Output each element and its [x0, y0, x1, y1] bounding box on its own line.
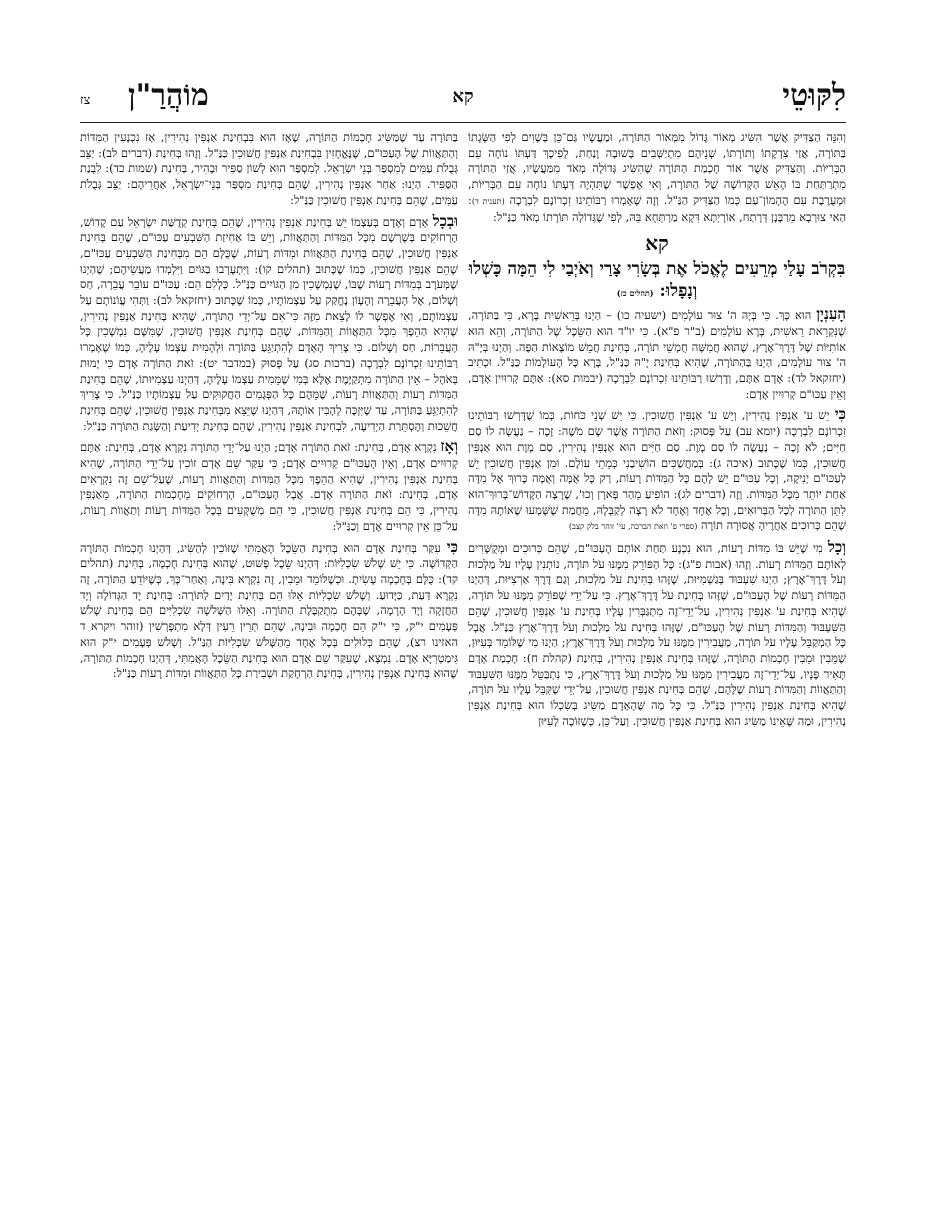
paragraph: וְכָל מִי שֶׁיֵּשׁ בּוֹ מִדּוֹת רָעוֹת, הוּא נִכְנָע תַּחַת אוֹתָם הָעַכּוּ"ם, שֶׁהֵם כְּרוּכִים וּמְקֻשָּׁרִים לְאוֹתָם הַמִּדּוֹת רָעוֹת. וְזֶהוּ (אבות פ"ג): כָּל הַפּוֹרֵק מִמֶּנּוּ עֹל תּוֹרָה, נוֹתְנִין עָלָיו עֹל מַלְכוּת וְעֹל דֶּרֶךְ־אֶרֶץ; הַיְנוּ שִׁעְבּוּד בְּגַשְׁמִיּוּת, שֶׁזֶּהוּ בְּחִינַת עֹל מַלְכוּת, וְגַם דֶּרֶךְ אַרְצִיּוּת, דְּהַיְנוּ הַמִּדּוֹת רָעוֹת שֶׁל הָעַכּוּ"ם, שֶׁזֶּהוּ בְּחִינַת עֹל דֶּרֶךְ־אֶרֶץ. כִּי עַל־יְדֵי שֶׁפּוֹרֵק מִמֶּנּוּ עֹל תּוֹרָה, שֶׁהִיא בְּחִינַת ע' אַנְפִּין נְהִירִין, עַל־יְדֵי־זֶה מִתְגַּבְּרִין עָלָיו בְּחִינַת ע' אַנְפִּין חֲשׁוּכִין, שֶׁהֵם הַשִּׁעְבּוּד וְהַמִּדּוֹת רָעוֹת שֶׁל הָעַכּוּ"ם, שֶׁזֶּהוּ בְּחִינַת עֹל מַלְכוּת וְעֹל דֶּרֶךְ־אֶרֶץ כַּנַּ"ל. אֲבָל כָּל הַמְקַבֵּל עָלָיו עֹל תּוֹרָה, מַעֲבִירִין מִמֶּנּוּ עֹל מַלְכוּת וְעֹל דֶּרֶךְ־אֶרֶץ; הַיְנוּ מִי שֶׁלּוֹמֵד בְּעִיּוּן, שֶׁמֵּבִין וּמֵבִין חָכְמוֹת הַתּוֹרָה, שֶׁזֶּהוּ בְּחִינַת אַנְפִּין נְהִירִין, בְּחִינַת (קהלת ח): חָכְמַת אָדָם תָּאִיר פָּנָיו, עַל־יְדֵי־זֶה מַעֲבִירִין מִמֶּנּוּ עֹל מַלְכוּת וְעֹל דֶּרֶךְ־אֶרֶץ, כִּי נִתְבַּטֵּל מִמֶּנּוּ הַשִּׁעְבּוּד וְהַתַּאֲווֹת וְהַמִּדּוֹת רָעוֹת שֶׁלָּהֶם, שֶׁהֵם בְּחִינַת אַנְפִּין חֲשׁוּכִין, עַל־יְדֵי שֶׁקִּבֵּל עָלָיו עֹל תּוֹרָה, שֶׁהִיא בְּחִינַת אַנְפִּין נְהִירִין כַּנַּ"ל. כִּי כָּל מַה שֶּׁהָאָדָם מַשִּׂיג בְּשִׂכְלוֹ הוּא בְּחִינַת אַנְפִּין נְהִירִין, וּמַה שֶּׁאֵינוֹ מַשִּׂיג הוּא בְּחִינַת אַנְפִּין חֲשׁוּכִין. וְעַל־כֵּן, כְּשֶׁזּוֹכֶה לְעִיּוּן [468, 538, 846, 728]
paragraph: כִּי יֵשׁ ע' אַנְפִּין נְהִירִין, וְיֵשׁ ע' אַנְפִּין חֲשׁוּכִין. כִּי יֵשׁ שְׁנֵי כֹּחוֹת, כְּמוֹ שֶׁדָּרְשׁוּ רַבּוֹתֵינוּ זִכְרוֹנָם לִבְרָכָה (יומא עב) עַל פָּסוּק: וְזֹאת הַתּוֹרָה אֲשֶׁר שָׂם מֹשֶׁה: זָכָה – נַעֲשָׂה לוֹ סַם חַיִּים; לֹא זָכָה – נַעֲשָׂה לוֹ סַם מָוֶת. סַם חַיִּים הוּא אַנְפִּין נְהִירִין, סַם מָוֶת הוּא אַנְפִּין חֲשׁוּכִין, כְּמוֹ שֶׁכָּתוּב (איכה ג): בְּמַחֲשַׁכִּים הוֹשִׁיבַנִי כְּמֵתֵי עוֹלָם. וּמִן אַנְפִּין חֲשׁוּכִין יֵשׁ לְעַכּוּ"ם יְנִיקָה, וְכָל עַכּוּ"ם יֵשׁ לָהֶם כָּל הַמִּדּוֹת רָעוֹת, רַק כָּל אֻמָּה וְאֻמָּה כָּרוּךְ אֶל מִדָּה אַחַת יוֹתֵר מִכָּל הַמִּדּוֹת. וְזֶה (דברים לג): הוֹפִיעַ מֵהַר פָּארָן וְכוּ', שֶׁרָצָה הַקָּדוֹשׁ־בָּרוּךְ־הוּא לִתֵּן הַתּוֹרָה לְכָל הַבְּרוּאִים, וְכָל אֶחָד וְאֶחָד לֹא רָצָה לְקַבְּלָהּ, מֵחֲמַת שֶׁשָּׁמְעוּ שֶׁאוֹתָהּ מִדָּה שֶׁהֵם כְּרוּכִים אַחֲרֶיהָ אֲסוּרָה תוֹרָה (ספרי פ' וזאת הברכה, עי' זוהר בלק קצב) [468, 405, 846, 533]
lead-word: וְאָז [440, 437, 458, 456]
left-column [80, 130, 458, 687]
paragraph: וְהִנֵּה הַצַּדִּיק אֲשֶׁר הִשִּׂיג מְאוֹר גָּדוֹל מִמְּאוֹר הַתּוֹרָה, וּמַעֲשָׂיו גַּם־כֵּן בְּשָׁוִים לְפִי הַשָּׂגָתוֹ בַּתּוֹרָה, אֲזַי צִדְקָתוֹ וְתוֹרָתוֹ, שְׁנֵיהֶם מִתְיַשְּׁבִים בְּשׁוּבָה וָנַחַת, לְפִיכָךְ דַּעְתּוֹ נוֹחָה עִם הַבְּרִיּוֹת. וְהַצַּדִּיק אֲשֶׁר אוֹר חָכְמַת הַתּוֹרָה שֶׁהִשִּׂיג גְּדוֹלָה מְאֹד מִמַּעֲשָׂיו, אֲזַי הַתּוֹרָה מִתְרַתַּחַת בּוֹ הָאֵשׁ הַקְּדוֹשָׁה שֶׁל הַתּוֹרָה, וְאִי אֶפְשָׁר שֶׁתִּהְיֶה דַּעְתּוֹ נוֹחָה עִם הַבְּרִיּוֹת, וּמְעֻרֶבֶת עִם הֶהָמוֹן־עַם כְּמוֹ הַצַּדִּיק הַנַּ"ל. וְזֶה שֶׁאָמְרוּ רַבּוֹתֵינוּ זִכְרוֹנָם לִבְרָכָה (תענית ד): הַאי צוּרְבָא מֵרַבָּנָן דְּרָתַח, אוֹרָיְתָא דִּקָא מַרְתְּחָא בֵּהּ, לְפִי שֶׁגְּדוֹלָה תּוֹרָתוֹ מְאֹד כַּנַּ"ל: [468, 130, 846, 224]
lead-word: וּבְכָל [432, 211, 458, 230]
lead-word: כִּי [446, 537, 458, 556]
book-title-left: מוֹהֲרַ"ן [128, 78, 209, 113]
lead-word: הָעִנְיָן [816, 305, 846, 324]
book-title-right: לִקּוּטֵי [782, 78, 846, 113]
lead-word: וְכָל [827, 538, 846, 557]
paragraph: וּבְכָל אָדָם וְאָדָם בְּעַצְמוֹ יֵשׁ בְּחִינַת אַנְפִּין נְהִירִין, שֶׁהֵם בְּחִינַת קְדֻשַּׁת יִשְׂרָאֵל עַם קָדוֹשׁ, הָרְחוֹקִים בְּשָׁרְשָׁם מִכָּל הַמִּדּוֹת וְהַתַּאֲווֹת, וְיֵשׁ בּוֹ אַחִיזַת הַשִּׁבְעִים עַכּוּ"ם, שֶׁהֵם בְּחִינַת אַנְפִּין חֲשׁוּכִין, שֶׁהֵם בְּחִינַת הַתַּאֲווֹת וּמִדּוֹת רָעוֹת, שֶׁכֻּלָּם הֵם מִבְּחִינַת הַשִּׁבְעִים עַכּוּ"ם, שֶׁהֵם אַנְפִּין חֲשׁוּכִין, כְּמוֹ שֶׁכָּתוּב (תהלים קו): וַיִּתְעָרְבוּ בַגּוֹיִם וַיִּלְמְדוּ מַעֲשֵׂיהֶם; שֶׁהַיְנוּ שֶׁמְּעֹרָב בְּמִדּוֹת רָעוֹת שֶׁבּוֹ, שֶׁנִּמְשָׁכִין מִן הַגּוֹיִים כַּנַּ"ל. כְּלָלִם הֵם: עַכּוּ"ם עוֹבֵר עֲבֵרָה, חַס וְשָׁלוֹם, אֶל הָעֲבֵרָה וְהֶעָוֹן נֶחֱקַק עַל עַצְמוֹתָיו, כְּמוֹ שֶׁכָּתוּב (יחזקאל לב): וַתְּהִי עֲוֹנוֹתָם עַל עַצְמוֹתָם, וְאִי אֶפְשָׁר לוֹ לָצֵאת מִזֶּה כִּי־אִם עַל־יְדֵי הַתּוֹרָה, שֶׁהִיא בְּחִינַת אַנְפִּין נְהִירִין, שֶׁהִיא הַהֵפֶךְ מִכָּל הַתַּאֲווֹת וְהַמִּדּוֹת, שֶׁהֵם בְּחִינַת אַנְפִּין חֲשׁוּכִין, שֶׁמִּשָּׁם נִמְשָׁכִין כָּל הָעֲבֵרוֹת, חַס וְשָׁלוֹם. כִּי צָרִיךְ הָאָדָם לְהִתְיַגֵּעַ בַּתּוֹרָה וּלְהָמִית עַצְמוֹ עָלֶיהָ, כְּמוֹ שֶׁאָמְרוּ רַבּוֹתֵינוּ זִכְרוֹנָם לִבְרָכָה (ברכות סג) עַל פָּסוּק (במדבר יט): זֹאת הַתּוֹרָה אָדָם כִּי יָמוּת בְּאֹהֶל – אֵין הַתּוֹרָה מִתְקַיֶּמֶת אֶלָּא בְּמִי שֶׁמֵּמִית עַצְמוֹ עָלֶיהָ, דְּהַיְנוּ עַצְמִיּוּתוֹ, שֶׁהֵם בְּחִינַת הַמִּדּוֹת רָעוֹת וְהַתַּאֲווֹת רָעוֹת, שֶׁמֵּהֶם כָּל הַפְּגָמִים הַחֲקוּקִים עַל עַצְמוֹתָיו כַּנַּ"ל. כִּי צָרִיךְ לְהִתְיַגֵּעַ בַּתּוֹרָה, עַד שֶׁיִּזְכֶּה לְהָבִין אוֹתָהּ, דְּהַיְנוּ שֶׁיֵּצֵא מִבְּחִינַת אַנְפִּין חֲשׁוּכִין, שֶׁהֵם בְּחִינַת חֲשֵׁכוּת וְהֶסְתֵּרַת הַיְדִיעָה, לִבְחִינַת אַנְפִּין נְהִירִין, שֶׁהֵם בְּחִינַת יְדִיעַת וְהַשָּׂגַת הַתּוֹרָה כַּנַּ"ל: [80, 211, 458, 433]
paragraph: בַּתּוֹרָה עַד שֶׁמַּשִּׂיג חָכְמוֹת הַתּוֹרָה, שֶׁאָז הוּא בִּבְחִינַת אַנְפִּין נְהִירִין, אָז נִכְנָעִין הַמִּדּוֹת וְהַתַּאֲווֹת שֶׁל הָעַכּוּ"ם, שֶׁנֶּאֱחָזִין בִּבְחִינַת אַנְפִּין חֲשׁוּכִין כַּנַּ"ל. וְזֶהוּ בְּחִינַת (דברים לב): יַצֵּב גְּבֻלֹת עַמִּים לְמִסְפַּר בְּנֵי יִשְׂרָאֵל. לְמִסְפַּר הוּא לְשׁוֹן סַפִּיר וּבָהִיר, בְּחִינַת (שמות כד): לִבְנַת הַסַּפִּיר. הַיְנוּ: אַחַר אַנְפִּין נְהִירִין, שֶׁהֵם בְּחִינַת מִסְפַּר בְּנֵי־יִשְׂרָאֵל, אַחֲרֵיהֶם: יַצֵּב גְּבֻלֹת עַמִּים, שֶׁהֵם בְּחִינַת אַנְפִּין חֲשׁוּכִין כַּנַּ"ל: [80, 130, 458, 207]
header-rule [80, 122, 846, 123]
page-number: צז [80, 93, 91, 108]
section-heading: קא [645, 231, 669, 256]
running-header [80, 78, 846, 120]
lead-word: כִּי [834, 405, 846, 424]
paragraph: הָעִנְיָן הוּא כָּךְ. כִּי בְּיָהּ ה' צוּר עוֹלָמִים (ישעיה כו) – הַיְנוּ בְּרֵאשִׁית בָּרָא, כִּי בַּתּוֹרָה, שֶׁנִּקְרֵאת רֵאשִׁית, בָּרָא עוֹלָמִים (ב"ר פ"א). כִּי יוּ"ד הוּא הַשֵּׂכֶל שֶׁל הַתּוֹרָה, וְהֵא הוּא אוֹתִיּוֹת שֶׁל דֶּרֶךְ־אֶרֶץ, שֶׁהוּא חֲמִשָּׁה חֻמְשֵׁי תוֹרָה, בְּחִינַת חֲמֵשׁ מוֹצָאוֹת הַפֶּה. וְהַיְנוּ בְּיָ"הּ ה' צוּר עוֹלָמִים, הַיְנוּ בַּהַתּוֹרָה, שֶׁהִיא בְּחִינַת יָ"הּ כַּנַּ"ל, בָּרָא כָּל הָעוֹלָמוֹת כַּנַּ"ל. וּכְתִיב (יחזקאל לד): אָדָם אַתֶּם, וְדָרְשׁוּ רַבּוֹתֵינוּ זִכְרוֹנָם לִבְרָכָה (יבמות סא): אַתֶּם קְרוּיִין אָדָם, וְאֵין עַכּוּ"ם קְרוּיִין אָדָם: [468, 305, 846, 401]
section-number-header: קא [452, 86, 474, 107]
paragraph: כִּי עִקַּר בְּחִינַת אָדָם הוּא בְּחִינַת הַשֵּׂכֶל הָאֲמִתִּי שֶׁזּוֹכִין לְהַשִּׂיג, דְּהַיְנוּ חָכְמוֹת הַתּוֹרָה הַקְּדוֹשָׁה. כִּי יֵשׁ שָׁלֹשׁ שִׂכְלִיּוֹת: דְּהַיְנוּ שֵׂכֶל פָּשׁוּט, שֶׁהוּא בְּחִינַת חָכְמָה, בְּחִינַת (תהלים קד): כֻּלָּם בְּחָכְמָה עָשִׂיתָ. וּכְשֶׁלּוֹמֵד וּמֵבִין, זֶה נִקְרָא בִּינָה, וְאַחַר־כָּךְ, כְּשֶׁיּוֹדֵעַ הַתּוֹרָה, זֶה נִקְרָא דַּעַת, כַּיָּדוּעַ. וְשָׁלֹשׁ שִׂכְלִיּוֹת אֵלּוּ הֵם בְּחִינַת יָדַיִם לַתּוֹרָה: בְּחִינַת יָד הַגְּדוֹלָה וְיָד הַחֲזָקָה וְיָד הָרָמָה, שֶׁבָּהֶם מִתְקַבֶּלֶת הַתּוֹרָה. וְאֵלּוּ הַשְּׁלֹשָׁה שִׂכְלִיִּים הֵם בְּחִינַת שָׁלֹשׁ פְּעָמִים י"ק, כִּי י"ק הֵם חָכְמָה וּבִינָה, שֶׁהֵם תְּרֵין רֵעִין דְּלָא מִתְפָּרְשִׁין (זוהר ויקרא ד האזינו רצ), שֶׁהֵם כְּלוּלִים בְּכָל אֶחָד מֵהַשָּׁלֹשׁ שִׂכְלִיּוֹת הַנַּ"ל. וְשָׁלֹשׁ פְּעָמִים י"ק הוּא גִּימַטְרִיָּא אָדָם. נִמְצָא, שֶׁעִקַּר שֵׁם אָדָם הוּא בְּחִינַת הַשֵּׂכֶל הָאֲמִתִּי, דְּהַיְנוּ חָכְמוֹת הַתּוֹרָה, שֶׁהוּא בְּחִינַת אַנְפִּין נְהִירִין, בְּחִינַת הַרְחָקַת וּשְׁבִירַת כָּל הַתַּאֲווֹת וּמִדּוֹת רָעוֹת כַּנַּ"ל: [80, 537, 458, 681]
verse-heading: בִּקְרֹב עָלַי מְרֵעִים לֶאֱכֹל אֶת בְּשָׂרִי צָרַי וְאֹיְבַי לִי הֵמָּה כָּשְׁלוּ וְנָפָלוּ: (תהלים כז) [468, 259, 846, 302]
paragraph: וְאָז נִקְרָא אָדָם, בְּחִינַת: זֹאת הַתּוֹרָה אָדָם; הַיְנוּ עַל־יְדֵי הַתּוֹרָה נִקְרָא אָדָם, בְּחִינַת: אַתֶּם קְרוּיִים אָדָם, וְאֵין הָעַכּוּ"ם קְרוּיִים אָדָם; כִּי עִקַּר שֵׁם אָדָם זוֹכִין עַל־יְדֵי הַתּוֹרָה, שֶׁהִיא בְּחִינַת אַנְפִּין נְהִירִין, שֶׁהִיא הַהֵפֶךְ מִכָּל הַמִּדּוֹת וְהַתַּאֲווֹת רָעוֹת, שֶׁעַל־שֵׁם זֶה נִקְרָאִים אָדָם, בְּחִינַת: זֹאת הַתּוֹרָה אָדָם. אֲבָל הָעַכּוּ"ם, הָרְחוֹקִים מֵחָכְמוֹת הַתּוֹרָה, מֵאַנְפִּין נְהִירִין, כִּי הֵם בְּחִינַת אַנְפִּין חֲשׁוּכִין, כִּי הֵם מְשֻׁקָּעִים בְּכָל הַמִּדּוֹת רָעוֹת וְתַאֲווֹת רָעוֹת, עַל־כֵּן אֵין קְרוּיִים אָדָם וְכַנַּ"ל: [80, 437, 458, 533]
right-column [468, 130, 846, 735]
